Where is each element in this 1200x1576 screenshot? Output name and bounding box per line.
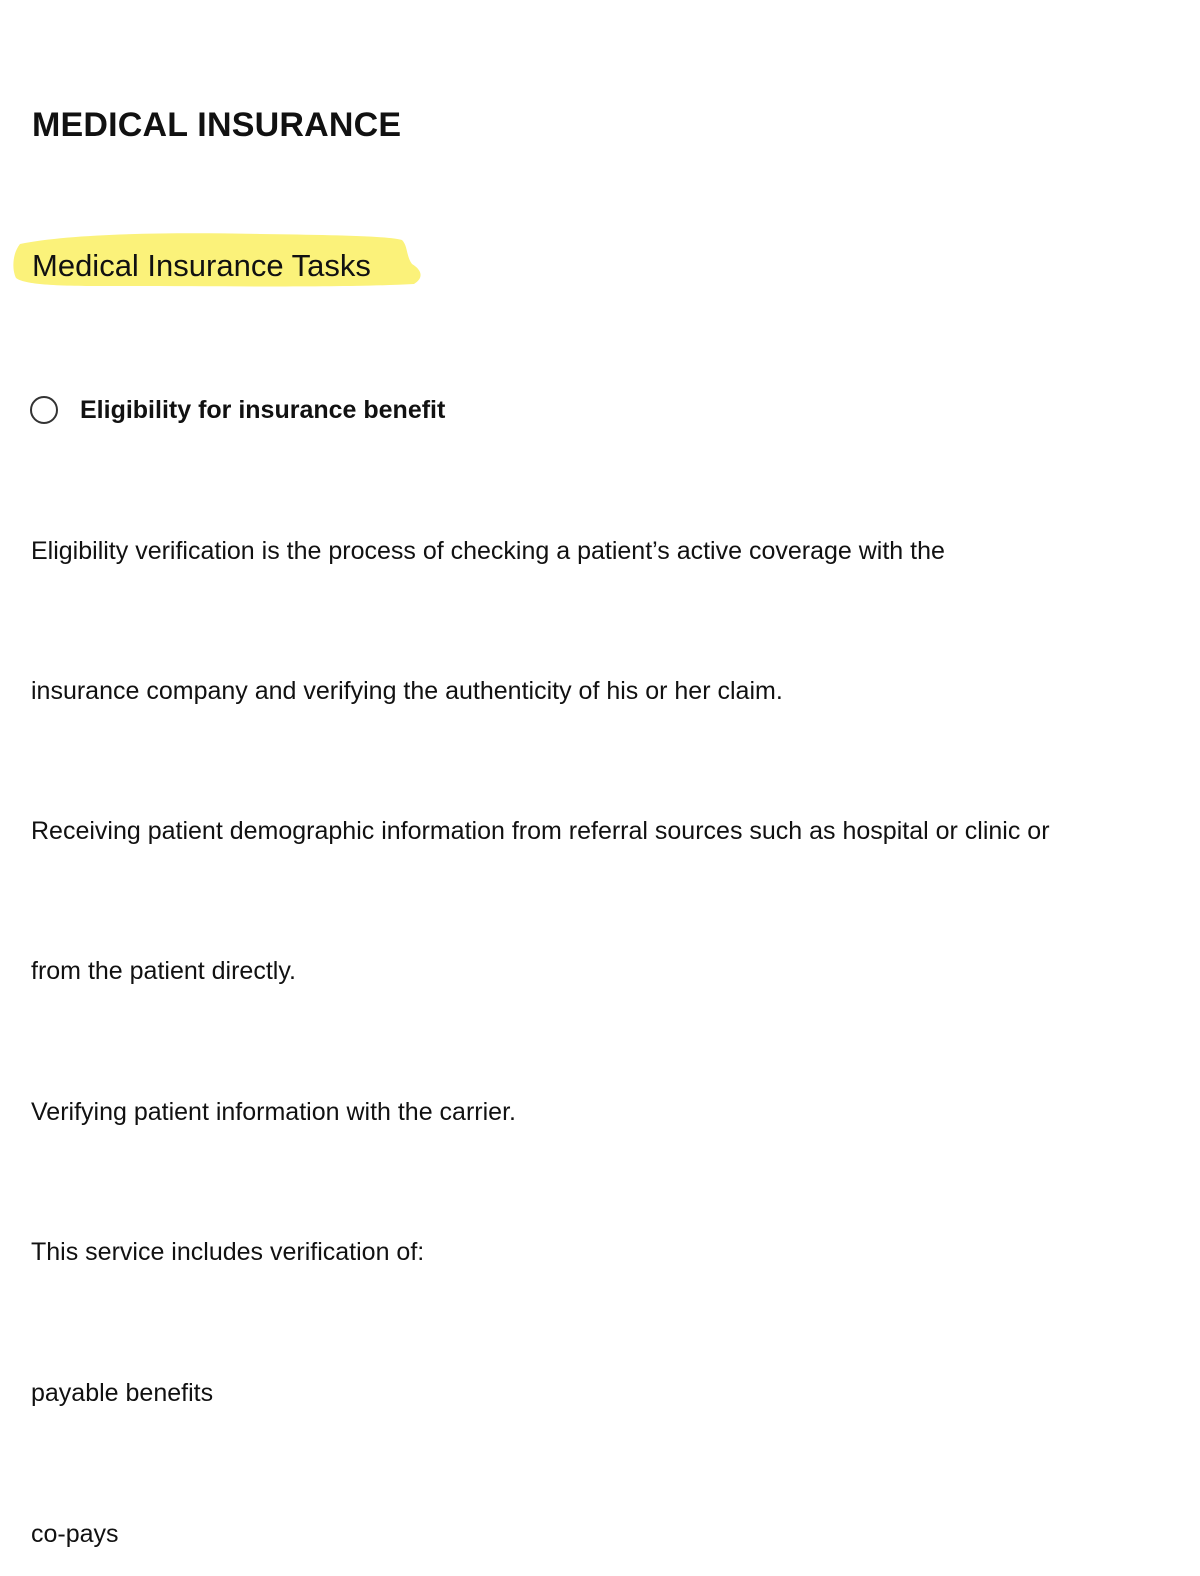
paragraph-line: Receiving patient demographic information from referral sources such as hospital or clinic or bbox=[31, 817, 1050, 845]
paragraph-line: Verifying patient information with the carrier. bbox=[31, 1098, 516, 1126]
paragraph-line: insurance company and verifying the authenticity of his or her claim. bbox=[31, 677, 783, 705]
task-item-label: Eligibility for insurance benefit bbox=[80, 396, 446, 424]
paragraph-line: This service includes verification of: bbox=[31, 1238, 425, 1266]
paragraph-line: co-pays bbox=[31, 1520, 119, 1548]
radio-circle-icon[interactable] bbox=[30, 396, 58, 424]
paragraph-line: Eligibility verification is the process of checking a patient’s active coverage with the bbox=[31, 537, 945, 565]
document-title: MEDICAL INSURANCE bbox=[32, 106, 402, 144]
section-heading: Medical Insurance Tasks bbox=[32, 248, 371, 283]
paragraph-line: payable benefits bbox=[31, 1379, 214, 1407]
task-item-eligibility[interactable] bbox=[30, 390, 445, 430]
paragraph-line: from the patient directly. bbox=[31, 957, 296, 985]
